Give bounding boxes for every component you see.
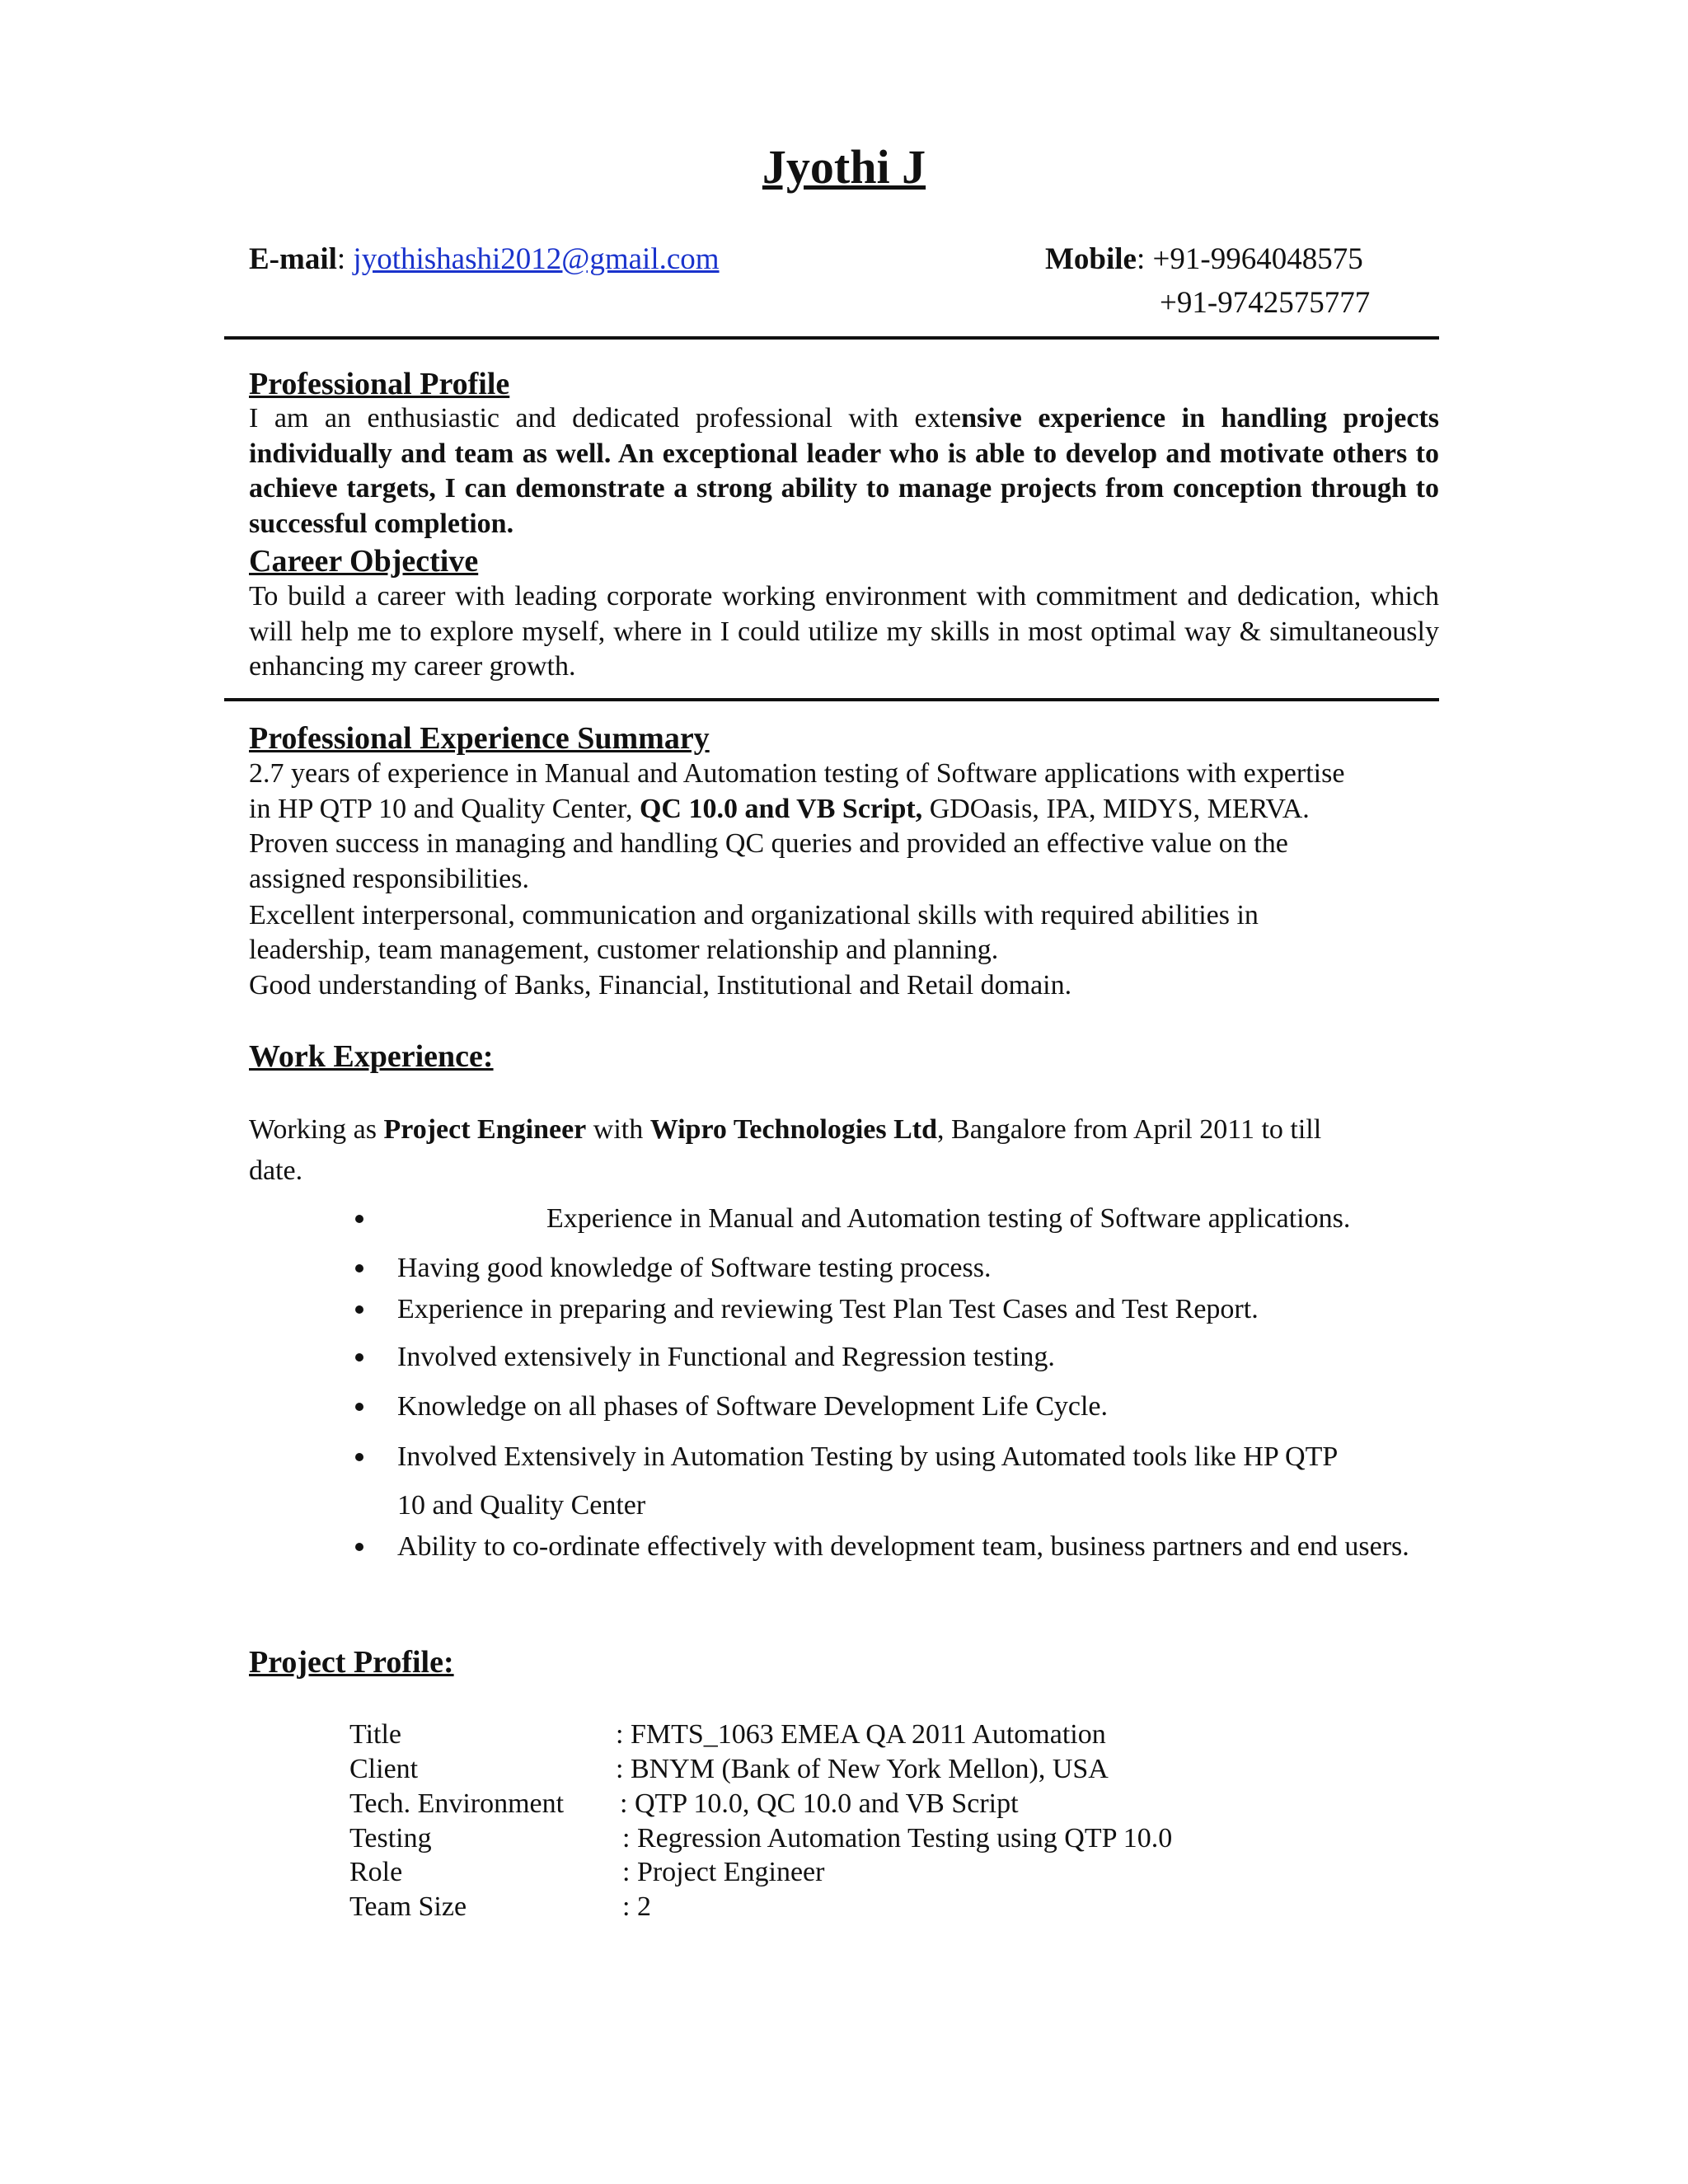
work-bullet-6: Involved Extensively in Automation Testing by using Automated tools like HP QTP bbox=[397, 1441, 1339, 1472]
email-label: E-mail bbox=[249, 242, 337, 276]
summary-line-1: 2.7 years of experience in Manual and Automation testing of Software applications with expertise bbox=[249, 758, 1345, 789]
work-bullet-5: Knowledge on all phases of Software Development Life Cycle. bbox=[397, 1391, 1109, 1422]
project-label-team-size: Team Size bbox=[349, 1891, 467, 1922]
work-bullet-7: Ability to co-ordinate effectively with development team, business partners and end users. bbox=[397, 1531, 1409, 1562]
project-label-role: Role bbox=[349, 1857, 403, 1887]
summary-line-4: assigned responsibilities. bbox=[249, 864, 529, 894]
work-bullet-4: Involved extensively in Functional and Regression testing. bbox=[397, 1342, 1055, 1372]
professional-profile-title: Professional Profile bbox=[249, 367, 510, 401]
summary-line-7: Good understanding of Banks, Financial, Institutional and Retail domain. bbox=[249, 970, 1072, 1001]
work-intro-company: Wipro Technologies Ltd bbox=[649, 1114, 938, 1145]
summary-line-3: Proven success in managing and handling QC queries and provided an effective value on the bbox=[249, 828, 1288, 859]
work-intro-c: , Bangalore from April 2011 to till bbox=[937, 1114, 1322, 1145]
profile-text-bold: nsive experience in handling projects individually and team as well. An exceptional leader who is able to develop and motivate others to achieve targets, I can demonstrate a strong ability to manage projects from conception through to successful completion. bbox=[249, 403, 1439, 539]
work-bullet-6-cont: 10 and Quality Center bbox=[397, 1490, 646, 1521]
bullet-dot bbox=[355, 1215, 363, 1223]
work-bullet-1: Experience in Manual and Automation testing of Software applications. bbox=[546, 1203, 1351, 1234]
summary-line-2c: GDOasis, IPA, MIDYS, MERVA. bbox=[922, 794, 1310, 824]
professional-profile-text bbox=[249, 401, 1439, 541]
work-intro-line-1 bbox=[249, 1113, 1321, 1147]
bullet-dot bbox=[355, 1305, 363, 1314]
project-value-client: : BNYM (Bank of New York Mellon), USA bbox=[616, 1754, 1109, 1784]
project-value-tech-environment: : QTP 10.0, QC 10.0 and VB Script bbox=[620, 1788, 1019, 1819]
mobile-row: Mobile: +91-9964048575 bbox=[1045, 242, 1363, 276]
project-value-title: : FMTS_1063 EMEA QA 2011 Automation bbox=[616, 1719, 1106, 1750]
summary-line-2b: QC 10.0 and VB Script, bbox=[639, 794, 923, 824]
bullet-dot bbox=[355, 1453, 363, 1461]
career-objective-title: Career Objective bbox=[249, 544, 479, 579]
mobile-label: Mobile bbox=[1045, 242, 1137, 276]
project-value-testing: : Regression Automation Testing using QTP 10.0 bbox=[622, 1823, 1173, 1854]
work-bullet-3: Experience in preparing and reviewing Test Plan Test Cases and Test Report. bbox=[397, 1294, 1259, 1324]
work-bullet-2: Having good knowledge of Software testing process. bbox=[397, 1253, 992, 1283]
project-value-team-size: : 2 bbox=[622, 1891, 651, 1922]
header-divider bbox=[224, 336, 1439, 340]
summary-line-2a: in HP QTP 10 and Quality Center, bbox=[249, 794, 640, 824]
work-intro-role: Project Engineer bbox=[383, 1114, 587, 1145]
project-label-tech-environment: Tech. Environment bbox=[349, 1788, 565, 1819]
summary-line-6: leadership, team management, customer relationship and planning. bbox=[249, 935, 999, 965]
bullet-dot bbox=[355, 1264, 363, 1272]
project-label-client: Client bbox=[349, 1754, 419, 1784]
project-value-role: : Project Engineer bbox=[622, 1857, 825, 1887]
work-intro-b: with bbox=[586, 1114, 650, 1145]
bullet-dot bbox=[355, 1403, 363, 1411]
section-divider bbox=[224, 698, 1439, 701]
experience-summary-title: Professional Experience Summary bbox=[249, 721, 710, 756]
career-objective-text: To build a career with leading corporate working environment with commitment and dedication, which will help me to explore myself, where in I could utilize my skills in most optimal way & simultaneously enhancing my career growth. bbox=[249, 581, 1439, 682]
project-label-title: Title bbox=[349, 1719, 402, 1750]
summary-line-2 bbox=[249, 792, 1310, 827]
work-intro-a: Working as bbox=[249, 1114, 384, 1145]
project-label-testing: Testing bbox=[349, 1823, 432, 1854]
summary-line-5: Excellent interpersonal, communication and organizational skills with required abilities in bbox=[249, 900, 1259, 930]
email-link[interactable]: jyothishashi2012@gmail.com bbox=[353, 242, 720, 276]
email-row: E-mail: jyothishashi2012@gmail.com bbox=[249, 242, 720, 276]
bullet-dot bbox=[355, 1543, 363, 1551]
project-profile-title: Project Profile: bbox=[249, 1645, 454, 1680]
mobile-number-1: +91-9964048575 bbox=[1152, 242, 1363, 276]
work-experience-title: Work Experience: bbox=[249, 1039, 494, 1074]
profile-text-plain: I am an enthusiastic and dedicated professional with exte bbox=[249, 403, 962, 434]
mobile-number-2: +91-9742575777 bbox=[1160, 286, 1371, 320]
work-intro-line-2: date. bbox=[249, 1155, 303, 1186]
bullet-dot bbox=[355, 1353, 363, 1361]
candidate-name: Jyothi J bbox=[762, 140, 926, 194]
